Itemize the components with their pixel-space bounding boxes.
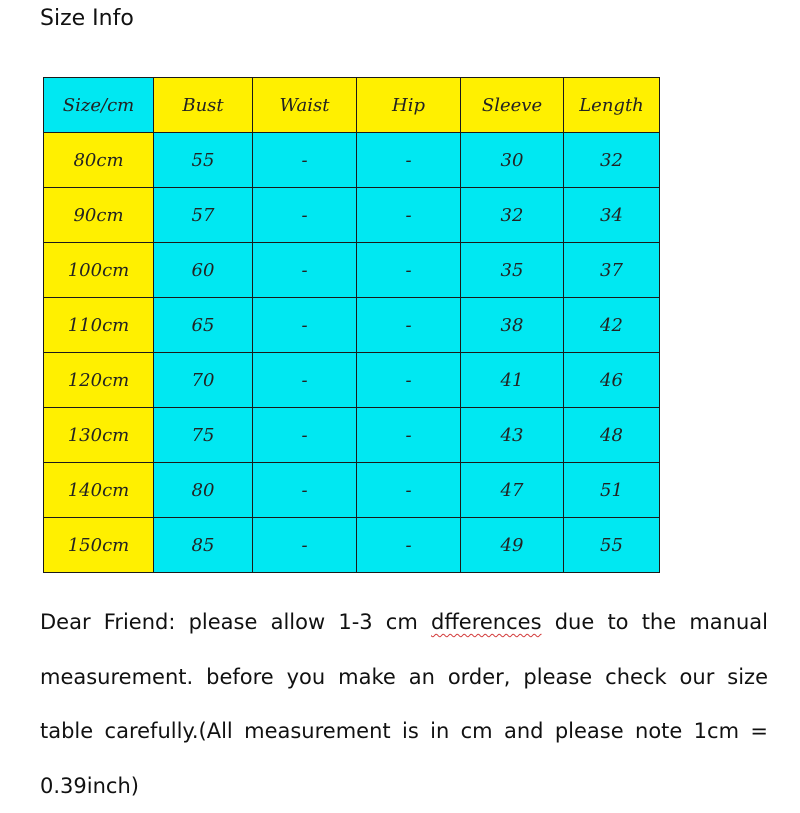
table-row	[44, 518, 660, 573]
cell-hip: -	[357, 463, 461, 518]
cell-waist: -	[253, 408, 357, 463]
size-note	[40, 595, 768, 813]
table-row	[44, 243, 660, 298]
cell-waist: -	[253, 188, 357, 243]
table-row	[44, 188, 660, 243]
header-hip: Hip	[357, 78, 461, 133]
note-text-after: due to the manual measurement. before you make an order, please check our size table carefully.(All measurement is in cm and please note 1cm = 0.39inch)	[40, 610, 768, 798]
cell-length: 32	[564, 133, 660, 188]
cell-bust: 60	[154, 243, 253, 298]
cell-length: 48	[564, 408, 660, 463]
cell-waist: -	[253, 298, 357, 353]
cell-hip: -	[357, 298, 461, 353]
table-header-row	[44, 78, 660, 133]
table-row	[44, 408, 660, 463]
page-title: Size Info	[40, 6, 134, 31]
cell-length: 42	[564, 298, 660, 353]
note-misspelled-word: dfferences	[431, 610, 542, 634]
cell-bust: 65	[154, 298, 253, 353]
cell-size: 90cm	[44, 188, 154, 243]
table-body	[44, 133, 660, 573]
cell-sleeve: 49	[461, 518, 564, 573]
table-row	[44, 463, 660, 518]
cell-sleeve: 38	[461, 298, 564, 353]
cell-waist: -	[253, 243, 357, 298]
cell-size: 100cm	[44, 243, 154, 298]
cell-hip: -	[357, 518, 461, 573]
cell-sleeve: 43	[461, 408, 564, 463]
cell-hip: -	[357, 243, 461, 298]
cell-sleeve: 32	[461, 188, 564, 243]
cell-length: 46	[564, 353, 660, 408]
cell-waist: -	[253, 353, 357, 408]
cell-bust: 80	[154, 463, 253, 518]
cell-size: 80cm	[44, 133, 154, 188]
cell-hip: -	[357, 353, 461, 408]
cell-sleeve: 30	[461, 133, 564, 188]
cell-bust: 55	[154, 133, 253, 188]
table-row	[44, 298, 660, 353]
cell-bust: 70	[154, 353, 253, 408]
cell-waist: -	[253, 133, 357, 188]
cell-size: 150cm	[44, 518, 154, 573]
cell-waist: -	[253, 463, 357, 518]
cell-bust: 85	[154, 518, 253, 573]
cell-bust: 75	[154, 408, 253, 463]
cell-sleeve: 41	[461, 353, 564, 408]
cell-length: 37	[564, 243, 660, 298]
header-waist: Waist	[253, 78, 357, 133]
cell-hip: -	[357, 188, 461, 243]
cell-bust: 57	[154, 188, 253, 243]
table-row	[44, 133, 660, 188]
cell-size: 120cm	[44, 353, 154, 408]
header-length: Length	[564, 78, 660, 133]
cell-size: 140cm	[44, 463, 154, 518]
header-sleeve: Sleeve	[461, 78, 564, 133]
cell-waist: -	[253, 518, 357, 573]
cell-length: 34	[564, 188, 660, 243]
table-row	[44, 353, 660, 408]
cell-length: 51	[564, 463, 660, 518]
header-bust: Bust	[154, 78, 253, 133]
cell-hip: -	[357, 408, 461, 463]
size-table	[43, 77, 660, 573]
header-size: Size/cm	[44, 78, 154, 133]
cell-sleeve: 47	[461, 463, 564, 518]
cell-size: 130cm	[44, 408, 154, 463]
cell-size: 110cm	[44, 298, 154, 353]
cell-sleeve: 35	[461, 243, 564, 298]
cell-length: 55	[564, 518, 660, 573]
cell-hip: -	[357, 133, 461, 188]
note-text-before: Dear Friend: please allow 1-3 cm	[40, 610, 431, 634]
